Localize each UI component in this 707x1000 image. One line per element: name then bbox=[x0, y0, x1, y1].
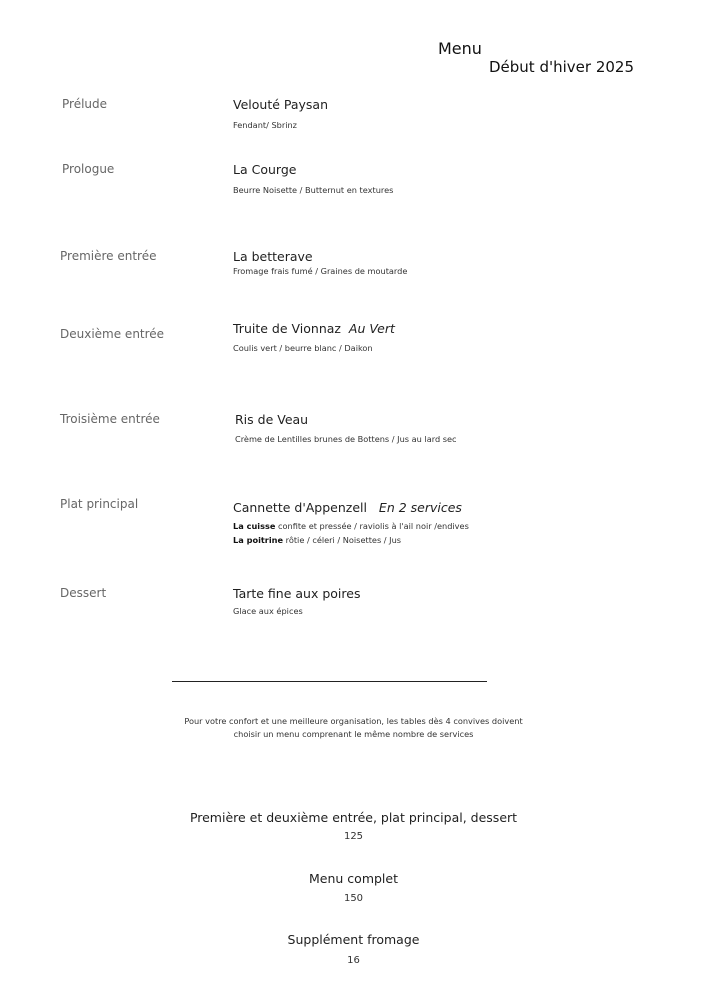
dish-description-text: rôtie / céleri / Noisettes / Jus bbox=[283, 535, 402, 545]
dish-description-text: Coulis vert / beurre blanc / Daikon bbox=[233, 343, 373, 353]
dish-name bbox=[233, 586, 360, 601]
dish-title: Velouté Paysan bbox=[233, 97, 329, 112]
dish-description bbox=[233, 185, 393, 195]
course-label: Dessert bbox=[60, 586, 107, 600]
price-label: Menu complet bbox=[309, 871, 398, 886]
dish-description-text: Crème de Lentilles brunes de Bottens / Jus au lard sec bbox=[235, 434, 457, 444]
dish-description-text: Beurre Noisette / Butternut en textures bbox=[233, 185, 394, 195]
dish-description-bold: La poitrine bbox=[233, 535, 284, 545]
course-label: Plat principal bbox=[60, 497, 139, 511]
dish-description bbox=[233, 535, 401, 545]
table-note-line: Pour votre confort et une meilleure organisation, les tables dès 4 convives doivent bbox=[184, 716, 523, 726]
price-label: Supplément fromage bbox=[287, 932, 420, 947]
menu-subtitle: Début d'hiver 2025 bbox=[489, 58, 634, 76]
table-note-line: choisir un menu comprenant le même nombre de services bbox=[233, 728, 474, 739]
menu-title: Menu bbox=[438, 39, 482, 58]
dish-description-text: Glace aux épices bbox=[233, 606, 303, 616]
divider-line bbox=[172, 681, 487, 682]
dish-title: La betterave bbox=[233, 249, 313, 264]
dish-description-bold: La cuisse bbox=[233, 521, 276, 531]
dish-name bbox=[233, 249, 313, 264]
dish-name bbox=[233, 97, 328, 112]
dish-name bbox=[233, 162, 296, 177]
dish-name bbox=[233, 321, 395, 336]
price-value: 16 bbox=[347, 955, 360, 966]
dish-title: Tarte fine aux poires bbox=[233, 586, 361, 601]
course-label: Troisième entrée bbox=[60, 412, 160, 426]
dish-description bbox=[235, 434, 457, 444]
dish-description-text: Fendant/ Sbrinz bbox=[233, 120, 297, 130]
dish-name bbox=[235, 412, 308, 427]
dish-title: Truite de Vionnaz bbox=[233, 321, 341, 336]
price-value: 125 bbox=[343, 831, 364, 842]
course-label: Deuxième entrée bbox=[60, 327, 165, 341]
dish-description bbox=[233, 120, 297, 130]
dish-description bbox=[233, 521, 469, 531]
dish-description bbox=[233, 606, 303, 616]
dish-description bbox=[233, 266, 407, 276]
dish-title: La Courge bbox=[233, 162, 297, 177]
course-label: Prélude bbox=[62, 97, 108, 111]
course-label: Prologue bbox=[62, 162, 115, 176]
dish-note: En 2 services bbox=[378, 500, 462, 515]
price-value: 150 bbox=[343, 893, 364, 904]
dish-title: Ris de Veau bbox=[235, 412, 309, 427]
table-note bbox=[130, 715, 577, 740]
dish-title: Cannette d'Appenzell bbox=[233, 500, 367, 515]
dish-description-text: Fromage frais fumé / Graines de moutarde bbox=[233, 266, 408, 276]
dish-description-text: confite et pressée / raviolis à l'ail noir /endives bbox=[275, 521, 469, 531]
price-label: Première et deuxième entrée, plat principal, dessert bbox=[189, 810, 518, 825]
dish-name bbox=[233, 500, 462, 515]
course-label: Première entrée bbox=[60, 249, 157, 263]
dish-description bbox=[233, 343, 373, 353]
dish-note: Au Vert bbox=[348, 321, 395, 336]
